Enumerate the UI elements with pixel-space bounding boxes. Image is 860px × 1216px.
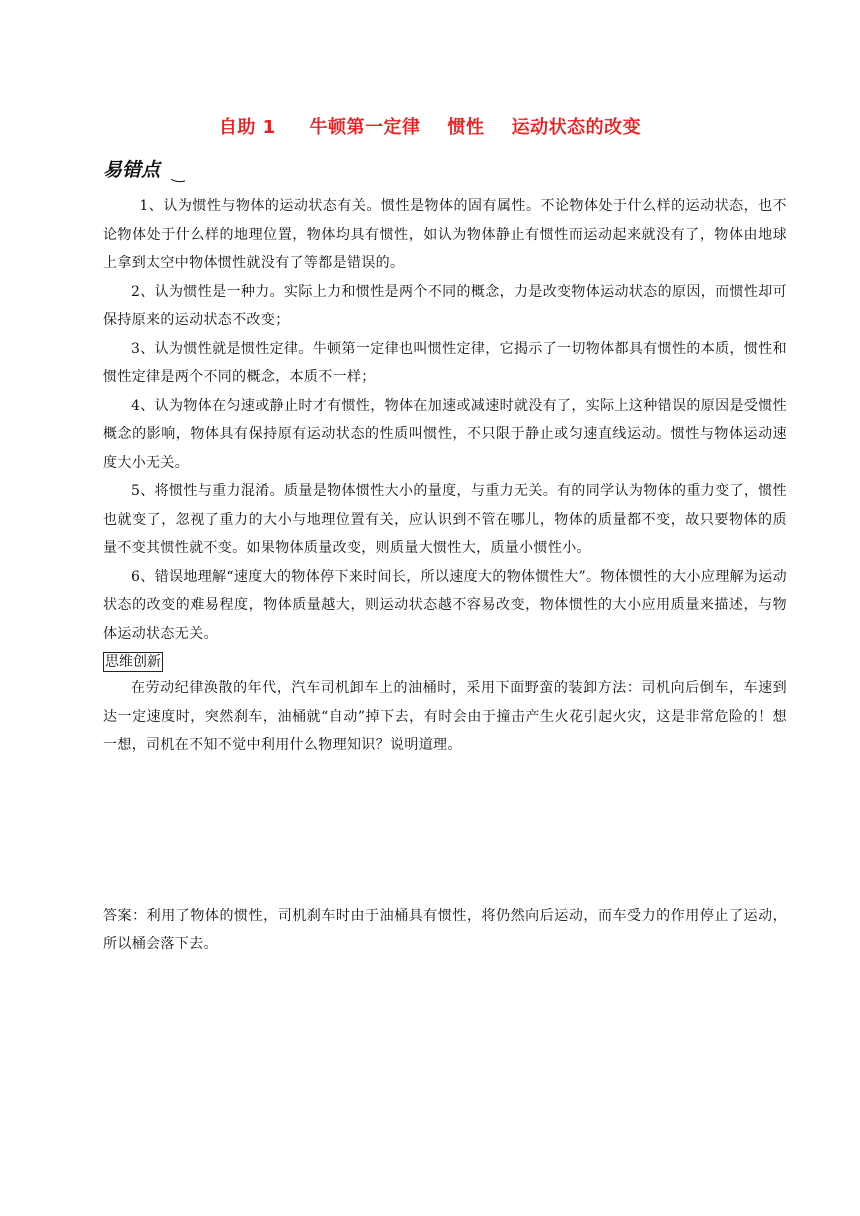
section-logo: [103, 155, 193, 185]
answer-space: [103, 760, 787, 902]
paragraph-6: 6、错误地理解“速度大的物体停下来时间长，所以速度大的物体惯性大”。物体惯性的大小应理解为运动状态的改变的难易程度，物体质量越大，则运动状态越不容易改变，物体惯性的大小应用质量来描述，与物体运动状态无关。: [103, 568, 787, 642]
thinking-question: 在劳动纪律涣散的年代，汽车司机卸车上的油桶时，采用下面野蛮的装卸方法：司机向后倒车，车速到达一定速度时，突然刹车，油桶就“自动”掉下去，有时会由于撞击产生火花引起火灾，这是非常危险的！想一想，司机在不知不觉中利用什么物理知识？说明道理。: [103, 680, 787, 753]
paragraph-3: 3、认为惯性就是惯性定律。牛顿第一定律也叫惯性定律，它揭示了一切物体都具有惯性的本质，惯性和惯性定律是两个不同的概念，本质不一样；: [103, 340, 787, 385]
section-label: 易错点: [103, 159, 161, 181]
paragraph-4: 4、认为物体在匀速或静止时才有惯性，物体在加速或减速时就没有了，实际上这种错误的原因是受惯性概念的影响，物体具有保持原有运动状态的性质叫惯性，不只限于静止或匀速直线运动。惯性与物体运动速度大小无关。: [103, 397, 787, 471]
paragraph-1: 1、认为惯性与物体的运动状态有关。惯性是物体的固有属性。不论物体处于什么样的运动状态，也不论物体处于什么样的地理位置，物体均具有惯性，如认为物体静止有惯性而运动起来就没有了，物体由地球上拿到太空中物体惯性就没有了等都是错误的。: [103, 198, 787, 271]
paragraph-2: 2、认为惯性是一种力。实际上力和惯性是两个不同的概念，力是改变物体运动状态的原因，而惯性却可保持原来的运动状态不改变；: [103, 283, 787, 328]
paragraph-5: 5、将惯性与重力混淆。质量是物体惯性大小的量度，与重力无关。有的同学认为物体的重力变了，惯性也就变了，忽视了重力的大小与地理位置有关，应认识到不管在哪儿，物体的质量都不变，故只要物体的质量不变其惯性就不变。如果物体质量改变，则质量大惯性大，质量小惯性小。: [103, 483, 787, 556]
page-title: 自助 1 牛顿第一定律 惯性 运动状态的改变: [218, 117, 642, 138]
brush-stroke-icon: [103, 155, 193, 185]
thinking-heading: 思维创新: [105, 654, 161, 670]
answer-text: 答案：利用了物体的惯性，司机刹车时由于油桶具有惯性，将仍然向后运动，而车受力的作用停止了运动，所以桶会落下去。: [103, 907, 787, 952]
document-body: [103, 192, 787, 959]
